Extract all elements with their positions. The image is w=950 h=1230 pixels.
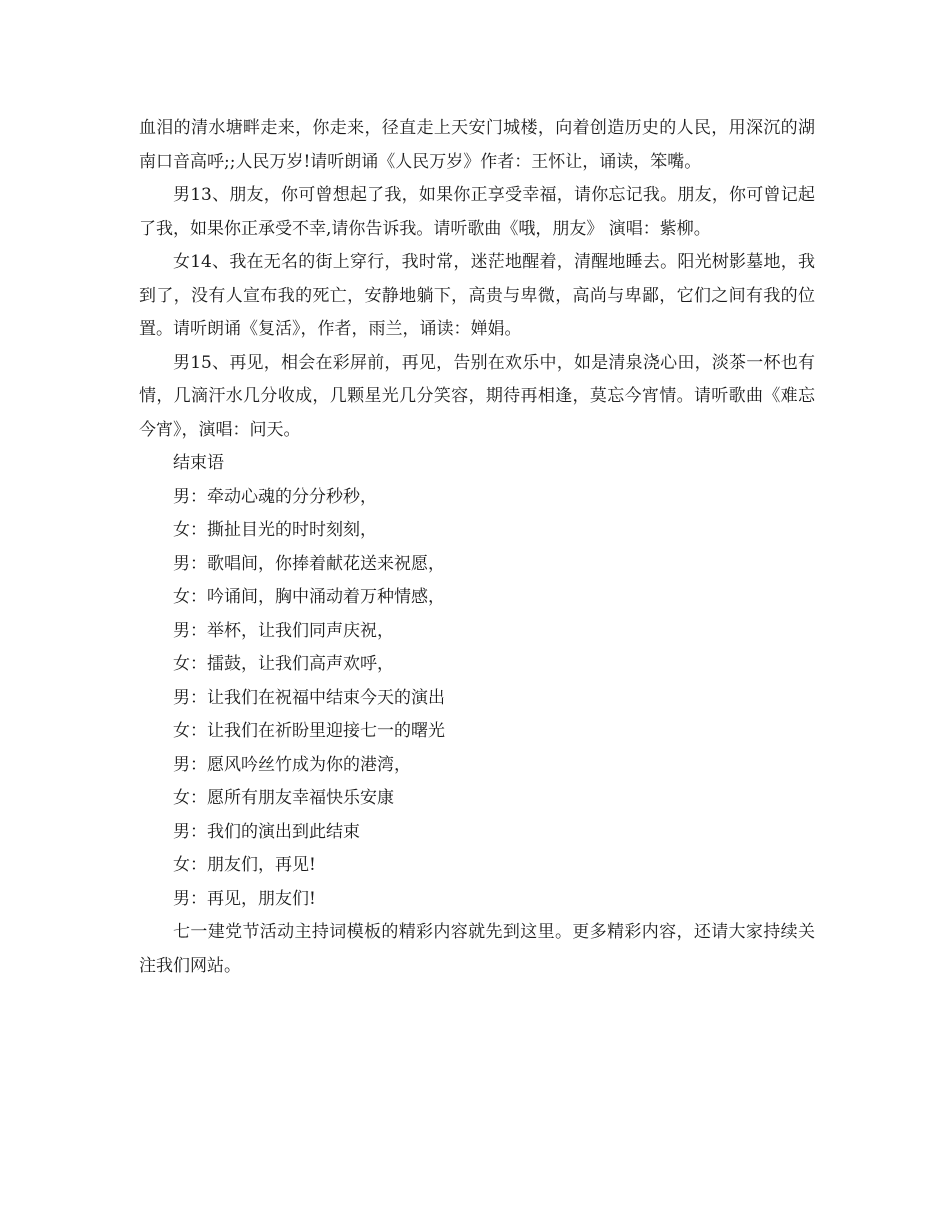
dialogue-line: 女：朋友们，再见! [173,855,316,875]
dialogue-line: 男：我们的演出到此结束 [173,821,360,842]
closing-paragraph: 七一建党节活动主持词模板的精彩内容就先到这里。更多精彩内容，还请大家持续关注我们网站。 [139,922,815,976]
dialogue-line: 女：让我们在祈盼里迎接七一的曙光 [173,721,445,741]
dialogue-line: 男：让我们在祝福中结束今天的演出 [173,687,445,708]
paragraph-male-15: 男15、再见，相会在彩屏前，再见，告别在欢乐中，如是清泉浇心田，淡茶一杯也有情，几滴汗水几分收成，几颗星光几分笑容，期待再相逢，莫忘今宵情。请听歌曲《难忘今宵》，演唱：问天。 [139,352,815,440]
dialogue-line: 女：吟诵间，胸中涌动着万种情感， [173,587,445,607]
dialogue-line: 男：再见，朋友们! [173,888,316,909]
dialogue-line: 女：愿所有朋友幸福快乐安康 [173,788,394,808]
dialogue-line: 女：撕扯目光的时时刻刻， [173,520,377,540]
paragraph-continuation: 血泪的清水塘畔走来，你走来，径直走上天安门城楼，向着创造历史的人民，用深沉的湖南口音高呼;;人民万岁!请听朗诵《人民万岁》作者：王怀让，诵读，笨嘴。 [139,118,815,172]
dialogue-line: 男：举杯，让我们同声庆祝， [173,620,394,641]
dialogue-line: 男：牵动心魂的分分秒秒， [173,486,377,507]
dialogue-line: 男：愿风吟丝竹成为你的港湾， [173,754,411,775]
document-body [139,112,815,983]
paragraph-male-13: 男13、朋友，你可曾想起了我，如果你正享受幸福，请你忘记我。朋友，你可曾记起了我，如果你正承受不幸,请你告诉我。请听歌曲《哦，朋友》 演唱：紫柳。 [139,185,815,239]
dialogue-line: 男：歌唱间，你捧着献花送来祝愿， [173,553,445,574]
dialogue-line: 女：擂鼓，让我们高声欢呼， [173,654,394,674]
paragraph-female-14: 女14、我在无名的街上穿行，我时常，迷茫地醒着，清醒地睡去。阳光树影墓地，我到了，没有人宣布我的死亡，安静地躺下，高贵与卑微，高尚与卑鄙，它们之间有我的位置。请听朗诵《复活》，作者，雨兰，诵读：婵娟。 [139,252,815,339]
closing-heading: 结束语 [173,453,224,473]
